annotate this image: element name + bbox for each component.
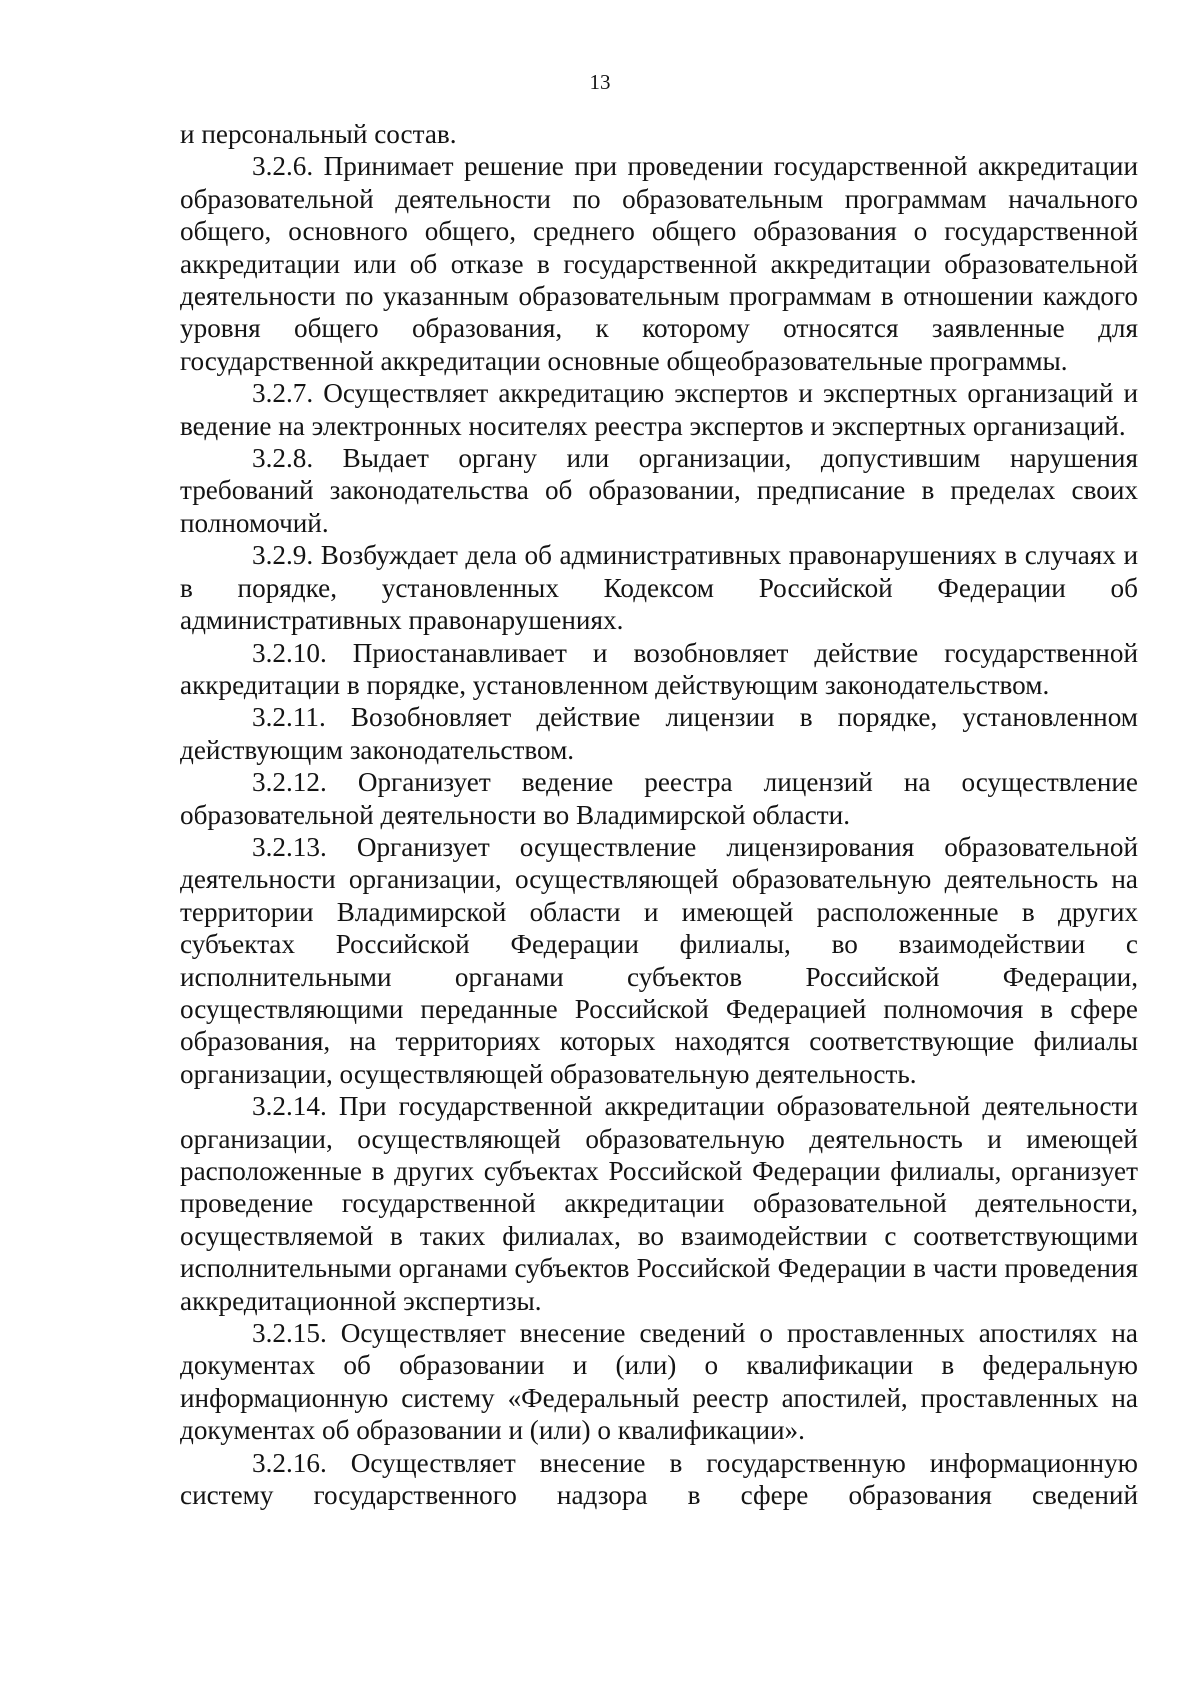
paragraph: 3.2.7. Осуществляет аккредитацию экспертов и экспертных организаций и ведение на электронных носителях реестра экспертов и экспертных организаций. [180, 378, 1138, 441]
paragraph: 3.2.16. Осуществляет внесение в государственную информационную систему государственного надзора в сфере образования сведений [180, 1447, 1138, 1511]
document-body [180, 118, 1138, 1511]
paragraph: 3.2.8. Выдает органу или организации, допустившим нарушения требований законодательства об образовании, предписание в пределах своих полномочий. [180, 443, 1138, 538]
paragraph: 3.2.10. Приостанавливает и возобновляет действие государственной аккредитации в порядке, установленном действующим законодательством. [180, 637, 1138, 700]
paragraph: 3.2.6. Принимает решение при проведении государственной аккредитации образовательной деятельности по образовательным программам начального общего, основного общего, среднего общего образования о государственной аккредитации или об отказе в государственной аккредитации образовательной деятельности по указанным образовательным программам в отношении каждого уровня общего образования, к которому относятся заявленные для государственной аккредитации основные общеобразовательные программы. [180, 151, 1138, 376]
paragraph: 3.2.12. Организует ведение реестра лицензий на осуществление образовательной деятельности во Владимирской области. [180, 767, 1138, 830]
paragraph: 3.2.14. При государственной аккредитации образовательной деятельности организации, осуществляющей образовательную деятельность и имеющей расположенные в других субъектах Российской Федерации филиалы, организует проведение государственной аккредитации образовательной деятельности, осуществляемой в таких филиалах, во взаимодействии с соответствующими исполнительными органами субъектов Российской Федерации в части проведения аккредитационной экспертизы. [180, 1091, 1138, 1316]
paragraph: и персональный состав. [180, 119, 457, 149]
paragraph: 3.2.11. Возобновляет действие лицензии в порядке, установленном действующим законодательством. [180, 702, 1138, 765]
paragraph: 3.2.15. Осуществляет внесение сведений о проставленных апостилях на документах об образовании и (или) о квалификации в федеральную информационную систему «Федеральный реестр апостилей, проставленных на документах об образовании и (или) о квалификации». [180, 1318, 1138, 1446]
page-number: 13 [589, 70, 611, 94]
paragraph: 3.2.9. Возбуждает дела об административных правонарушениях в случаях и в порядке, установленных Кодексом Российской Федерации об административных правонарушениях. [180, 540, 1138, 636]
paragraph: 3.2.13. Организует осуществление лицензирования образовательной деятельности организации, осуществляющей образовательную деятельность на территории Владимирской области и имеющей расположенные в других субъектах Российской Федерации филиалы, во взаимодействии с исполнительными органами субъектов Российской Федерации, осуществляющими переданные Российской Федерацией полномочия в сфере образования, на территориях которых находятся соответствующие филиалы организации, осуществляющей образовательную деятельность. [180, 831, 1138, 1089]
